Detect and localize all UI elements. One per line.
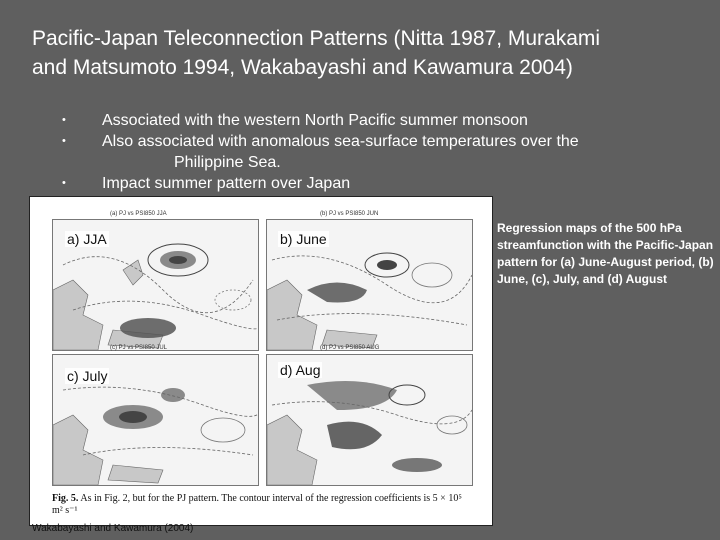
map-header: (c) PJ vs PSI850 JUL (110, 345, 168, 351)
bullet-marker: • (62, 135, 66, 147)
bullet-marker: • (62, 177, 66, 189)
bullet-item (62, 173, 662, 194)
bullet-continuation: Philippine Sea. (174, 154, 281, 171)
figure-caption-text: As in Fig. 2, but for the PJ pattern. The contour interval of the regression coefficients is 5 × 10⁵ m² s⁻¹ (52, 493, 462, 516)
panel-label-c: c) July (67, 368, 108, 384)
bullet-item (62, 131, 662, 173)
bullet-text: Also associated with anomalous sea-surface temperatures over the (102, 133, 579, 150)
panel-label-a: a) JJA (67, 231, 107, 247)
panel-label-d: d) Aug (280, 362, 321, 378)
bullet-list (62, 110, 662, 194)
panel-label-b: b) June (280, 231, 327, 247)
side-caption: Regression maps of the 500 hPa streamfunction with the Pacific-Japan pattern for (a) June-August period, (b) June, (c), July, and (d) August (497, 221, 714, 286)
figure-number: Fig. 5. (52, 493, 79, 504)
figure-caption (52, 493, 472, 517)
figure-image (29, 196, 493, 534)
bullet-item (62, 110, 662, 131)
slide-title: Pacific-Japan Teleconnection Patterns (Nitta 1987, Murakami and Matsumoto 1994, Wakabayashi and Kawamura 2004) (32, 27, 601, 79)
map-header: (a) PJ vs PSI850 JJA (110, 211, 167, 217)
figure-credit: Wakabayashi and Kawamura (2004) (32, 523, 194, 534)
bullet-marker: • (62, 114, 66, 126)
bullet-text: Impact summer pattern over Japan (102, 175, 351, 192)
map-header: (b) PJ vs PSI850 JUN (320, 211, 379, 217)
map-header: (d) PJ vs PSI850 AUG (320, 345, 380, 351)
bullet-text: Associated with the western North Pacific summer monsoon (102, 112, 528, 129)
